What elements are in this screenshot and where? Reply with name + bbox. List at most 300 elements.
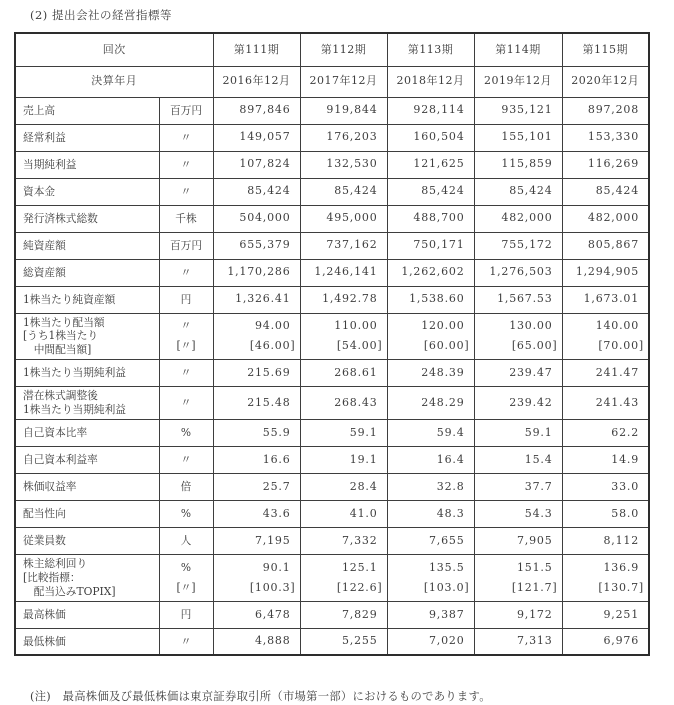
- indicator-label-cell: [15, 360, 159, 387]
- value-cell: [300, 259, 387, 286]
- value-cell: [387, 628, 474, 655]
- value-cell: [562, 601, 649, 628]
- value-line: 62.2: [611, 425, 639, 439]
- indicator-label-line: 配当性向: [23, 507, 66, 521]
- value-cell: [213, 259, 300, 286]
- header-row-fiscal: [15, 66, 649, 97]
- value-line: 215.69: [247, 366, 291, 380]
- indicator-label-line: 中間配当額]: [23, 343, 92, 357]
- value-cell: [213, 313, 300, 360]
- value-cell: [562, 474, 649, 501]
- indicator-label-cell: [15, 528, 159, 555]
- indicator-label-line: 当期純利益: [23, 157, 77, 171]
- value-line: 755,172: [501, 238, 553, 252]
- value-line: 140.00: [595, 319, 639, 333]
- unit-cell: [159, 205, 213, 232]
- value-cell: [213, 420, 300, 447]
- value-line: 155,101: [501, 130, 553, 144]
- unit-line: 千株: [175, 211, 197, 225]
- value-line: 239.42: [509, 395, 553, 409]
- unit-line: 〃: [180, 130, 192, 144]
- value-line: 59.1: [349, 425, 378, 439]
- indicator-label-line: 1株当たり配当額: [23, 315, 105, 329]
- value-line: [122.6]: [336, 580, 383, 594]
- value-line: [65.00]: [511, 339, 558, 353]
- value-cell: [300, 313, 387, 360]
- value-cell: [387, 124, 474, 151]
- value-line: 1,246,141: [314, 265, 378, 279]
- unit-cell: [159, 447, 213, 474]
- unit-cell: [159, 628, 213, 655]
- unit-cell: [159, 601, 213, 628]
- unit-line: %: [180, 426, 192, 440]
- value-cell: [474, 232, 562, 259]
- value-line: [54.00]: [336, 339, 383, 353]
- indicator-label-cell: [15, 555, 159, 602]
- indicator-label-cell: [15, 232, 159, 259]
- value-line: 7,313: [517, 634, 553, 648]
- value-line: 85,424: [247, 184, 291, 198]
- value-cell: [474, 178, 562, 205]
- value-line: 935,121: [501, 103, 553, 117]
- value-line: 37.7: [524, 479, 553, 493]
- value-cell: [387, 501, 474, 528]
- unit-line: 〃: [180, 396, 192, 410]
- indicator-label-cell: [15, 601, 159, 628]
- unit-cell: [159, 178, 213, 205]
- value-cell: [562, 555, 649, 602]
- value-cell: [300, 232, 387, 259]
- value-line: 7,020: [429, 634, 465, 648]
- value-line: [60.00]: [423, 339, 470, 353]
- value-line: 107,824: [239, 157, 291, 171]
- table-row: [15, 205, 649, 232]
- unit-cell: [159, 420, 213, 447]
- value-line: 149,057: [239, 130, 291, 144]
- value-cell: [387, 474, 474, 501]
- header-round-label: 回次: [15, 33, 213, 66]
- table-row: [15, 420, 649, 447]
- value-line: 6,478: [255, 607, 291, 621]
- value-line: 85,424: [421, 184, 465, 198]
- header-fiscal-date-cell: 2019年12月: [474, 66, 562, 97]
- value-line: 58.0: [611, 506, 639, 520]
- value-cell: [300, 601, 387, 628]
- indicator-label-line: 潜在株式調整後: [23, 389, 98, 403]
- value-line: 32.8: [436, 479, 465, 493]
- value-line: 94.00: [255, 319, 291, 333]
- indicator-label-cell: [15, 286, 159, 313]
- value-line: 16.6: [262, 452, 291, 466]
- value-line: 43.6: [262, 506, 291, 520]
- value-line: 7,905: [517, 533, 553, 547]
- value-line: 130.00: [509, 319, 553, 333]
- unit-line: 円: [180, 292, 192, 306]
- table-row: [15, 474, 649, 501]
- value-line: 7,332: [342, 533, 378, 547]
- indicator-label-line: 1株当たり当期純利益: [23, 403, 126, 417]
- indicator-label-cell: [15, 628, 159, 655]
- value-cell: [213, 205, 300, 232]
- value-cell: [387, 387, 474, 420]
- value-line: 160,504: [413, 130, 465, 144]
- indicator-label-line: 純資産額: [23, 238, 66, 252]
- value-cell: [213, 528, 300, 555]
- header-period-cell: 第112期: [300, 33, 387, 66]
- value-line: 136.9: [603, 560, 639, 574]
- value-cell: [474, 528, 562, 555]
- indicator-label-line: 株価収益率: [23, 480, 77, 494]
- indicator-label-line: 1株当たり純資産額: [23, 292, 116, 306]
- indicator-label-cell: [15, 205, 159, 232]
- value-cell: [562, 178, 649, 205]
- value-cell: [387, 528, 474, 555]
- value-cell: [474, 501, 562, 528]
- unit-cell: [159, 232, 213, 259]
- value-cell: [474, 555, 562, 602]
- value-line: 897,846: [239, 103, 291, 117]
- value-cell: [387, 178, 474, 205]
- value-line: 241.47: [595, 366, 639, 380]
- value-cell: [213, 628, 300, 655]
- value-line: 125.1: [342, 560, 378, 574]
- indicator-label-cell: [15, 259, 159, 286]
- value-cell: [387, 232, 474, 259]
- unit-line: 〃: [180, 319, 192, 333]
- unit-line: [〃]: [176, 580, 196, 594]
- value-cell: [474, 259, 562, 286]
- value-line: 1,170,286: [227, 265, 291, 279]
- indicator-label-line: 経常利益: [23, 130, 66, 144]
- unit-cell: [159, 387, 213, 420]
- value-cell: [387, 447, 474, 474]
- value-line: 116,269: [587, 157, 639, 171]
- value-line: 115,859: [501, 157, 553, 171]
- value-line: 655,379: [239, 238, 291, 252]
- value-cell: [300, 124, 387, 151]
- value-line: 176,203: [326, 130, 378, 144]
- header-period-cell: 第115期: [562, 33, 649, 66]
- value-line: 1,262,602: [401, 265, 465, 279]
- value-line: 928,114: [413, 103, 465, 117]
- value-cell: [562, 420, 649, 447]
- value-line: 4,888: [255, 634, 291, 648]
- value-cell: [474, 474, 562, 501]
- header-period-cell: 第114期: [474, 33, 562, 66]
- value-line: 55.9: [262, 425, 291, 439]
- value-line: 488,700: [413, 211, 465, 225]
- value-cell: [300, 420, 387, 447]
- unit-line: %: [180, 560, 192, 574]
- value-cell: [213, 601, 300, 628]
- header-fiscal-date-cell: 2020年12月: [562, 66, 649, 97]
- value-line: 1,276,503: [489, 265, 553, 279]
- value-line: 919,844: [326, 103, 378, 117]
- value-line: 268.61: [334, 366, 378, 380]
- value-line: 153,330: [587, 130, 639, 144]
- indicator-label-line: 1株当たり当期純利益: [23, 366, 126, 380]
- value-cell: [474, 205, 562, 232]
- unit-line: 〃: [180, 366, 192, 380]
- value-line: 54.3: [524, 506, 553, 520]
- value-line: 7,829: [342, 607, 378, 621]
- value-line: 241.43: [595, 395, 639, 409]
- value-line: 120.00: [421, 319, 465, 333]
- value-line: 15.4: [524, 452, 553, 466]
- value-line: 135.5: [429, 560, 465, 574]
- unit-cell: [159, 474, 213, 501]
- unit-cell: [159, 360, 213, 387]
- unit-line: 円: [180, 607, 192, 621]
- unit-cell: [159, 528, 213, 555]
- value-cell: [387, 286, 474, 313]
- indicator-label-line: 自己資本利益率: [23, 453, 98, 467]
- value-cell: [474, 286, 562, 313]
- value-cell: [562, 232, 649, 259]
- unit-cell: [159, 97, 213, 124]
- value-cell: [300, 97, 387, 124]
- value-cell: [562, 313, 649, 360]
- value-cell: [562, 447, 649, 474]
- value-line: 9,172: [517, 607, 553, 621]
- value-cell: [213, 178, 300, 205]
- indicator-label-cell: [15, 501, 159, 528]
- value-line: 90.1: [262, 560, 291, 574]
- value-line: 33.0: [611, 479, 639, 493]
- value-line: 1,326.41: [235, 292, 291, 306]
- value-line: 1,567.53: [497, 292, 553, 306]
- value-line: 151.5: [517, 560, 553, 574]
- value-line: 248.29: [421, 395, 465, 409]
- unit-line: %: [180, 507, 192, 521]
- unit-line: 〃: [180, 453, 192, 467]
- unit-line: 〃: [180, 265, 192, 279]
- value-line: 25.7: [262, 479, 291, 493]
- value-cell: [213, 387, 300, 420]
- value-cell: [562, 501, 649, 528]
- unit-line: 〃: [180, 184, 192, 198]
- indicator-label-line: 総資産額: [23, 265, 66, 279]
- value-line: 1,538.60: [409, 292, 465, 306]
- value-cell: [213, 232, 300, 259]
- header-fiscal-date-cell: 2017年12月: [300, 66, 387, 97]
- footnote: (注) 最高株価及び最低株価は東京証券取引所（市場第一部）におけるものであります。: [30, 690, 491, 703]
- value-line: 59.4: [436, 425, 465, 439]
- value-cell: [387, 601, 474, 628]
- value-cell: [300, 360, 387, 387]
- indicator-label-line: 最高株価: [23, 607, 66, 621]
- value-cell: [474, 124, 562, 151]
- value-cell: [474, 151, 562, 178]
- table-row: [15, 628, 649, 655]
- indicator-label-line: 資本金: [23, 184, 56, 198]
- indicator-label-line: 従業員数: [23, 534, 66, 548]
- header-fiscal-date-cell: 2018年12月: [387, 66, 474, 97]
- table-body: [15, 97, 649, 655]
- header-period-cell: 第111期: [213, 33, 300, 66]
- value-line: [46.00]: [249, 339, 296, 353]
- value-cell: [474, 97, 562, 124]
- value-cell: [562, 528, 649, 555]
- indicator-label-line: 最低株価: [23, 634, 66, 648]
- unit-cell: [159, 124, 213, 151]
- table-row: [15, 232, 649, 259]
- unit-line: 〃: [180, 634, 192, 648]
- unit-line: 百万円: [169, 238, 203, 252]
- value-line: 268.43: [334, 395, 378, 409]
- table-row: [15, 178, 649, 205]
- value-line: 248.39: [421, 366, 465, 380]
- table-row: [15, 387, 649, 420]
- value-line: 14.9: [611, 452, 639, 466]
- value-cell: [474, 313, 562, 360]
- value-cell: [387, 360, 474, 387]
- value-line: [100.3]: [249, 580, 296, 594]
- value-cell: [213, 286, 300, 313]
- value-line: 9,251: [603, 607, 639, 621]
- value-cell: [474, 360, 562, 387]
- value-line: 7,655: [429, 533, 465, 547]
- value-cell: [300, 178, 387, 205]
- table-row: [15, 601, 649, 628]
- value-cell: [474, 387, 562, 420]
- value-line: [103.0]: [423, 580, 470, 594]
- indicator-label-line: 株主総利回り: [23, 557, 88, 571]
- value-cell: [562, 97, 649, 124]
- value-line: 239.47: [509, 366, 553, 380]
- indicator-label-line: 発行済株式総数: [23, 211, 98, 225]
- value-line: 110.00: [334, 319, 378, 333]
- table-row: [15, 286, 649, 313]
- value-line: 19.1: [349, 452, 378, 466]
- indicator-label-cell: [15, 313, 159, 360]
- unit-cell: [159, 313, 213, 360]
- value-line: 48.3: [436, 506, 465, 520]
- value-cell: [300, 387, 387, 420]
- unit-cell: [159, 555, 213, 602]
- value-line: 16.4: [436, 452, 465, 466]
- value-cell: [387, 259, 474, 286]
- value-cell: [474, 628, 562, 655]
- value-line: 482,000: [587, 211, 639, 225]
- value-cell: [562, 124, 649, 151]
- indicator-label-cell: [15, 387, 159, 420]
- value-cell: [562, 205, 649, 232]
- value-line: 85,424: [509, 184, 553, 198]
- value-line: [70.00]: [598, 339, 644, 353]
- table-row: [15, 124, 649, 151]
- value-line: 8,112: [603, 533, 639, 547]
- table-row: [15, 360, 649, 387]
- table-row: [15, 501, 649, 528]
- value-cell: [300, 528, 387, 555]
- value-cell: [387, 420, 474, 447]
- table-row: [15, 313, 649, 360]
- value-cell: [213, 360, 300, 387]
- value-cell: [387, 555, 474, 602]
- value-cell: [300, 286, 387, 313]
- value-line: 9,387: [429, 607, 465, 621]
- value-cell: [300, 474, 387, 501]
- value-cell: [562, 628, 649, 655]
- value-line: 215.48: [247, 395, 291, 409]
- indicator-label-cell: [15, 178, 159, 205]
- indicator-label-cell: [15, 474, 159, 501]
- value-line: 41.0: [349, 506, 378, 520]
- unit-cell: [159, 259, 213, 286]
- value-cell: [562, 387, 649, 420]
- indicator-label-cell: [15, 447, 159, 474]
- header-fiscal-label: 決算年月: [15, 66, 213, 97]
- value-cell: [562, 151, 649, 178]
- indicator-label-line: 売上高: [23, 103, 56, 117]
- unit-line: 百万円: [169, 103, 203, 117]
- value-cell: [213, 501, 300, 528]
- value-cell: [387, 205, 474, 232]
- table-row: [15, 151, 649, 178]
- value-cell: [300, 447, 387, 474]
- value-line: 85,424: [595, 184, 639, 198]
- value-line: 1,673.01: [583, 292, 639, 306]
- indicator-label-cell: [15, 420, 159, 447]
- value-cell: [213, 474, 300, 501]
- unit-line: 〃: [180, 157, 192, 171]
- header-row-period: [15, 33, 649, 66]
- value-cell: [213, 151, 300, 178]
- header-fiscal-date-cell: 2016年12月: [213, 66, 300, 97]
- value-line: 495,000: [326, 211, 378, 225]
- value-cell: [213, 447, 300, 474]
- value-cell: [300, 151, 387, 178]
- value-cell: [562, 360, 649, 387]
- value-line: 805,867: [587, 238, 639, 252]
- table-row: [15, 97, 649, 124]
- value-cell: [300, 555, 387, 602]
- unit-line: 倍: [180, 480, 192, 494]
- value-line: 59.1: [524, 425, 553, 439]
- table-row: [15, 528, 649, 555]
- value-cell: [474, 601, 562, 628]
- value-cell: [387, 97, 474, 124]
- value-cell: [387, 151, 474, 178]
- financial-indicators-table: [14, 32, 650, 656]
- unit-line: 人: [180, 534, 192, 548]
- value-cell: [213, 124, 300, 151]
- indicator-label-line: 配当込みTOPIX]: [23, 584, 116, 598]
- value-line: 750,171: [413, 238, 465, 252]
- indicator-label-line: [比較指標：: [23, 570, 81, 584]
- value-cell: [300, 628, 387, 655]
- indicator-label-cell: [15, 97, 159, 124]
- value-cell: [387, 313, 474, 360]
- value-line: 1,492.78: [322, 292, 378, 306]
- table-row: [15, 555, 649, 602]
- value-line: 132,530: [326, 157, 378, 171]
- value-line: 121,625: [413, 157, 465, 171]
- unit-cell: [159, 151, 213, 178]
- indicator-label-line: 自己資本比率: [23, 426, 88, 440]
- section-title: (2) 提出会社の経営指標等: [30, 8, 172, 22]
- value-line: 5,255: [342, 634, 378, 648]
- value-line: [121.7]: [511, 580, 558, 594]
- indicator-label-line: [うち1株当たり: [23, 329, 99, 343]
- unit-cell: [159, 501, 213, 528]
- value-cell: [300, 501, 387, 528]
- value-line: 7,195: [255, 533, 291, 547]
- value-line: 6,976: [603, 634, 639, 648]
- value-line: 737,162: [326, 238, 378, 252]
- value-cell: [213, 97, 300, 124]
